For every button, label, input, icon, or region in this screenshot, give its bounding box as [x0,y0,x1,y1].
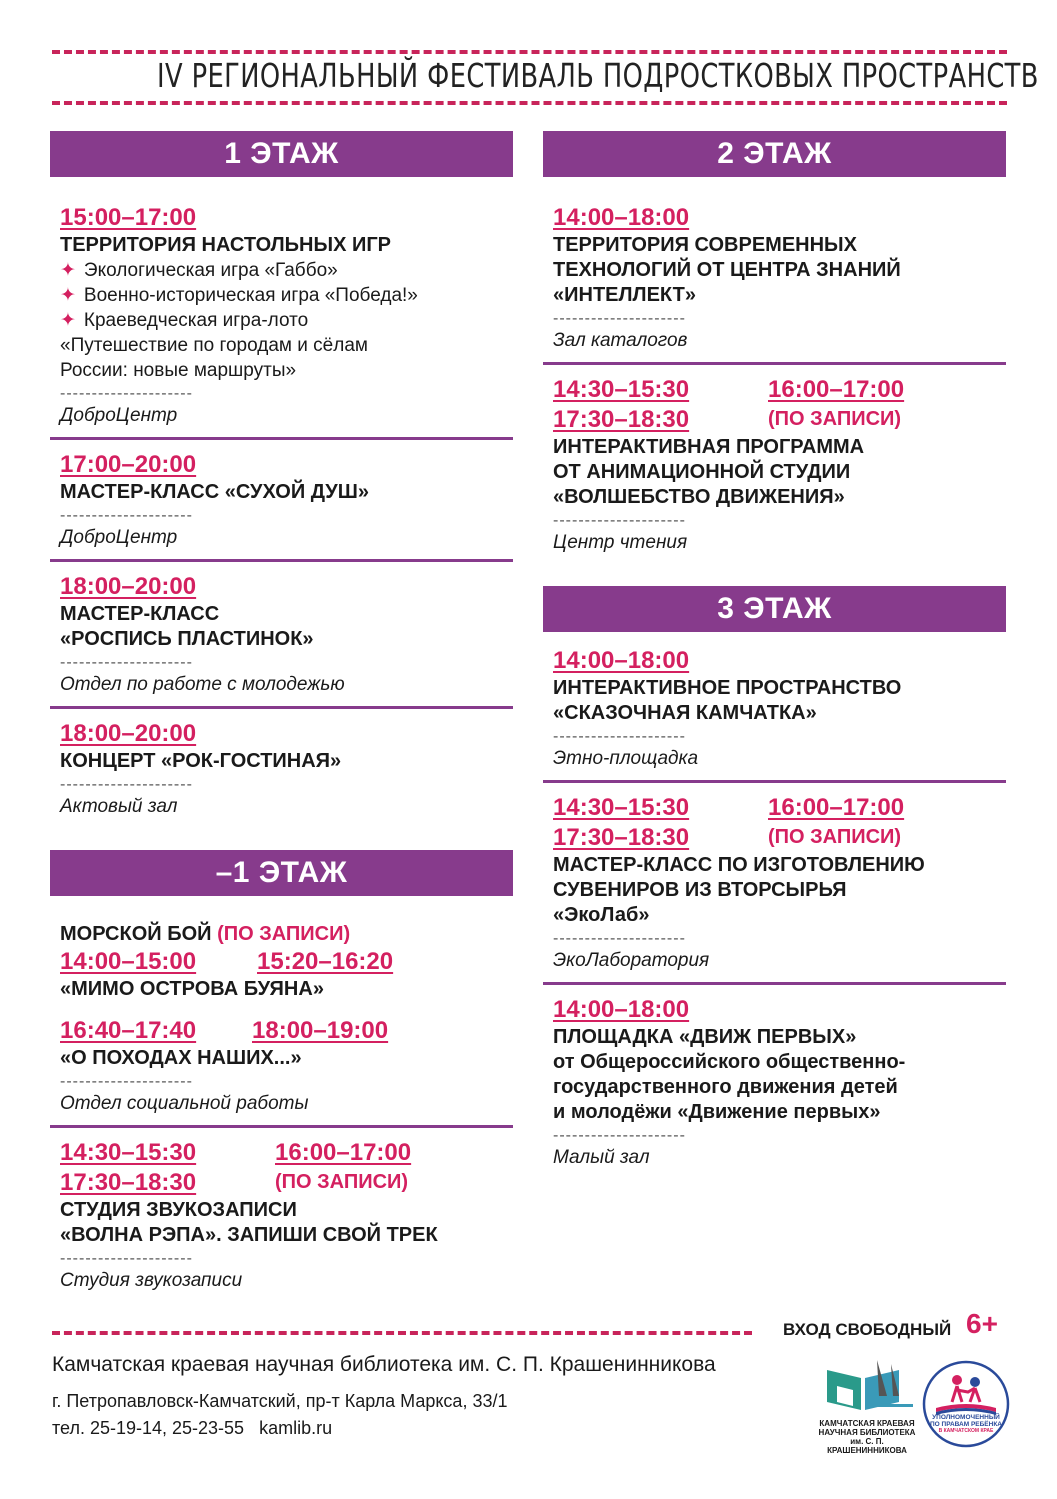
event-place: Этно-площадка [553,748,699,769]
separator: --------------------- [553,728,686,745]
event-title: СУВЕНИРОВ ИЗ ВТОРСЫРЬЯ [553,879,847,901]
event-time: 14:30–15:30 [553,376,690,403]
event-time: 14:00–15:00 [60,948,197,975]
event-time: 17:30–18:30 [553,824,690,851]
star-icon: ✦ [60,260,76,281]
event-time: 14:30–15:30 [60,1139,197,1166]
event-title: ОТ АНИМАЦИОННОЙ СТУДИИ [553,461,851,483]
library-phones-line: тел. 25-19-14, 25-23-55 kamlib.ru [52,1418,333,1438]
registration-note: (ПО ЗАПИСИ) [768,826,902,848]
age-rating: 6+ [966,1308,998,1339]
event-block [543,203,1006,365]
event-block [543,365,1006,564]
registration-note: (ПО ЗАПИСИ) [768,408,902,430]
floor1-banner: 1 ЭТАЖ [50,131,513,177]
event-title: МАСТЕР-КЛАСС ПО ИЗГОТОВЛЕНИЮ [553,854,925,876]
registration-note: (ПО ЗАПИСИ) [275,1171,409,1193]
separator: --------------------- [553,1127,686,1144]
event-block [543,985,1006,1179]
list-item: ✦ Краеведческая игра-лото [60,310,309,331]
library-logo-caption: КАМЧАТСКАЯ КРАЕВАЯ НАУЧНАЯ БИБЛИОТЕКА им. С. П. КРАШЕНИННИКОВА [818,1419,916,1455]
event-time: 16:00–17:00 [768,376,905,403]
event-block [50,562,513,709]
separator: --------------------- [60,1073,193,1090]
times-row [553,375,1006,405]
event-title: «О ПОХОДАХ НАШИХ...» [60,1047,302,1069]
event-time: 16:40–17:40 [60,1017,197,1044]
event-time: 18:00–19:00 [252,1017,389,1044]
event-title: ТЕРРИТОРИЯ НАСТОЛЬНЫХ ИГР [60,234,392,256]
event-place: Актовый зал [60,796,178,817]
event-block [50,1128,513,1302]
times-row [60,1168,513,1198]
event-title: ТЕХНОЛОГИЙ ОТ ЦЕНТРА ЗНАНИЙ [553,259,901,281]
separator: --------------------- [60,385,193,402]
library-contacts [52,1388,507,1442]
event-block [50,440,513,562]
event-time: 14:00–18:00 [553,204,690,231]
times-row [553,793,1006,823]
event-time: 17:00–20:00 [60,451,197,478]
library-logo-icon [817,1356,917,1412]
times-row [553,405,1006,435]
event-block [543,783,1006,985]
event-time: 18:00–20:00 [60,720,197,747]
event-time: 16:00–17:00 [768,794,905,821]
site-link[interactable]: kamlib.ru [259,1418,333,1438]
event-title: «МИМО ОСТРОВА БУЯНА» [60,978,324,1000]
separator: --------------------- [60,507,193,524]
event-title: ТЕРРИТОРИЯ СОВРЕМЕННЫХ [553,234,857,256]
event-title: ИНТЕРАКТИВНОЕ ПРОСТРАНСТВО [553,677,902,699]
event-title: МАСТЕР-КЛАСС [60,603,220,625]
event-block [50,203,513,440]
event-block [50,922,513,1128]
separator: --------------------- [553,310,686,327]
event-title: государственного движения детей [553,1076,898,1098]
event-title: ПЛОЩАДКА «ДВИЖ ПЕРВЫХ» [553,1026,857,1048]
event-place: ДоброЦентр [60,405,178,426]
library-name: Камчатская краевая научная библиотека им. С. П. Крашенинникова [52,1353,716,1376]
times-row [553,823,1006,853]
title-dash-line [52,101,1007,105]
event-place: Зал каталогов [553,330,688,351]
footer-dash-line [52,1331,752,1335]
event-place: ДоброЦентр [60,527,178,548]
event-block [50,709,513,828]
event-time: 15:20–16:20 [257,948,394,975]
ombudsman-caption: УПОЛНОМОЧЕННЫЙ ПО ПРАВАМ РЕБЁНКА В КАМЧАТСКОМ КРАЕ [930,1414,1002,1434]
times-row [60,947,513,977]
star-icon: ✦ [60,285,76,306]
floor2-banner: 2 ЭТАЖ [543,131,1006,177]
event-title: «СКАЗОЧНАЯ КАМЧАТКА» [553,702,817,724]
left-column [50,131,513,1302]
ombudsman-logo [922,1360,1010,1448]
event-title: ИНТЕРАКТИВНАЯ ПРОГРАММА [553,436,865,458]
separator: --------------------- [553,930,686,947]
event-title: «ВОЛНА РЭПА». ЗАПИШИ СВОЙ ТРЕК [60,1224,438,1246]
list-item: ✦ Экологическая игра «Габбо» [60,260,338,281]
event-title: МАСТЕР-КЛАСС «СУХОЙ ДУШ» [60,481,369,503]
event-title: «ВОЛШЕБСТВО ДВИЖЕНИЯ» [553,486,845,508]
event-place: Отдел по работе с молодежью [60,674,345,695]
registration-note: (ПО ЗАПИСИ) [217,923,351,945]
event-time: 17:30–18:30 [553,406,690,433]
right-column [543,131,1006,1179]
page-title: IV РЕГИОНАЛЬНЫЙ ФЕСТИВАЛЬ ПОДРОСТКОВЫХ ПРОСТРАНСТВ [157,56,1039,95]
star-icon: ✦ [60,310,76,331]
event-title: КОНЦЕРТ «РОК-ГОСТИНАЯ» [60,750,342,772]
separator: --------------------- [60,776,193,793]
event-place: ЭкоЛаборатория [553,950,710,971]
event-title: от Общероссийского общественно- [553,1051,906,1073]
separator: --------------------- [60,654,193,671]
times-row [60,1138,513,1168]
separator: --------------------- [553,512,686,529]
event-title: МОРСКОЙ БОЙ (ПО ЗАПИСИ) [60,923,351,945]
entry-label: ВХОД СВОБОДНЫЙ [783,1320,952,1339]
floor-minus1-banner: –1 ЭТАЖ [50,850,513,896]
event-time: 18:00–20:00 [60,573,197,600]
event-time: 17:30–18:30 [60,1169,197,1196]
event-description: России: новые маршруты» [60,360,297,381]
event-title: СТУДИЯ ЗВУКОЗАПИСИ [60,1199,297,1221]
library-logo [817,1356,917,1455]
event-description: «Путешествие по городам и сёлам [60,335,368,356]
top-dash-line [52,50,1007,54]
event-place: Центр чтения [553,532,688,553]
list-item: ✦ Военно-историческая игра «Победа!» [60,285,418,306]
event-title: «ЭкоЛаб» [553,904,650,926]
event-place: Малый зал [553,1147,650,1168]
event-time: 16:00–17:00 [275,1139,412,1166]
event-block [543,646,1006,783]
event-title: «ИНТЕЛЛЕКТ» [553,284,696,306]
floor3-banner: 3 ЭТАЖ [543,586,1006,632]
event-place: Отдел социальной работы [60,1093,309,1114]
times-row [60,1016,513,1046]
event-time: 14:00–18:00 [553,996,690,1023]
event-title: «РОСПИСЬ ПЛАСТИНОК» [60,628,314,650]
separator: --------------------- [60,1250,193,1267]
event-time: 15:00–17:00 [60,204,197,231]
library-address: г. Петропавловск-Камчатский, пр-т Карла Маркса, 33/1 [52,1391,508,1411]
event-title: и молодёжи «Движение первых» [553,1101,881,1123]
event-place: Студия звукозаписи [60,1270,243,1291]
event-time: 14:00–18:00 [553,647,690,674]
event-time: 14:30–15:30 [553,794,690,821]
